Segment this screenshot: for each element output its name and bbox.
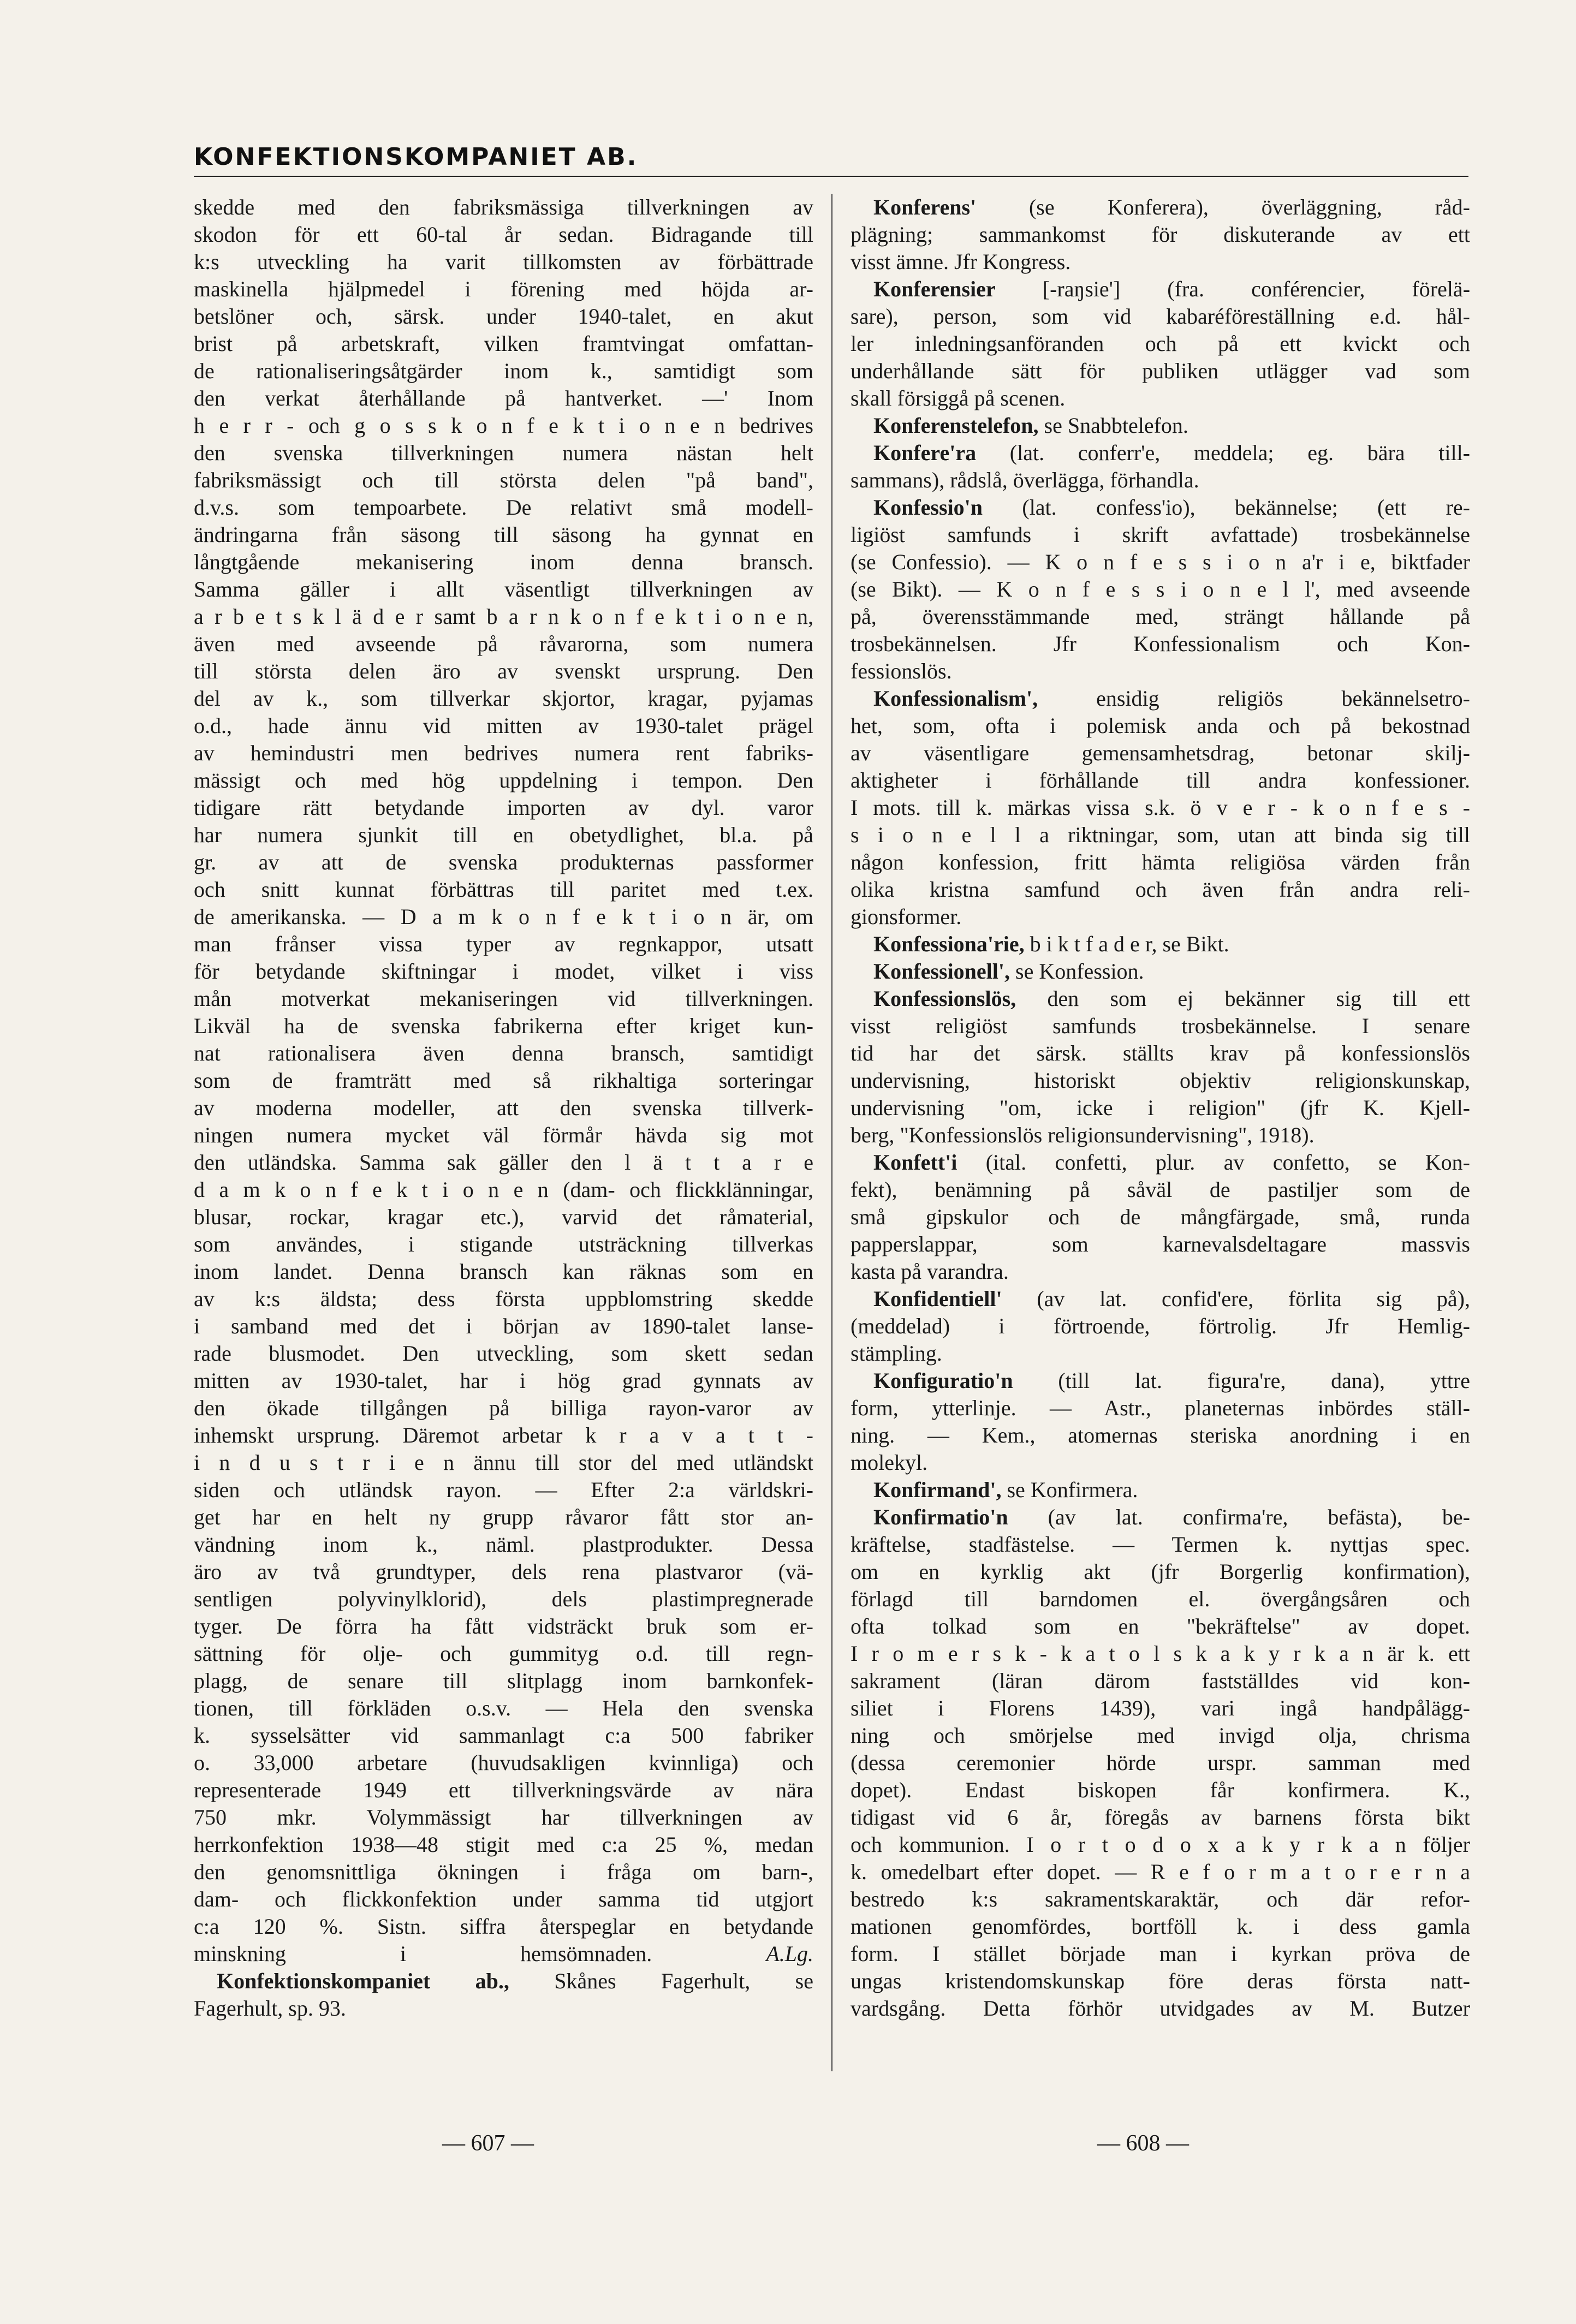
text-line: 750 mkr. Volymmässigt har tillverkningen av [194, 1805, 813, 1830]
text-line: kräftelse, stadfästelse. — Termen k. nyttjas spec. [851, 1532, 1470, 1557]
text-line: av k:s äldsta; dess första uppblomstring skedde [194, 1286, 813, 1311]
text-line: de amerikanska. — D a m k o n f e k t i o n är, om [194, 904, 813, 929]
entry-headword: Konfessio'n [873, 495, 983, 520]
text-line: till största delen äro av svenskt ursprung. Den [194, 659, 813, 683]
entry-line [851, 412, 1470, 439]
text-line [194, 1940, 813, 1968]
text-line: har numera sjunkit till en obetydlighet, bl.a. på [194, 823, 813, 847]
text-line: o.d., hade ännu vid mitten av 1930-talet prägel [194, 713, 813, 738]
text-line: (meddelad) i förtroende, förtrolig. Jfr Hemlig- [851, 1314, 1470, 1338]
text-line: (se Confessio). — K o n f e s s i o n a'r i e, biktfader [851, 550, 1470, 574]
text-line: Samma gäller i allt väsentligt tillverkningen av [194, 577, 813, 601]
author-signature: A.Lg. [766, 1941, 813, 1966]
text-line: d.v.s. som tempoarbete. De relativt små modell- [194, 495, 813, 520]
entry-line [851, 494, 1470, 521]
text-line: och snitt kunnat förbättras till paritet med t.ex. [194, 877, 813, 902]
right-column [851, 194, 1470, 2022]
text-line: aktigheter i förhållande till andra konfessioner. [851, 768, 1470, 792]
text-line: papperslappar, som karnevalsdeltagare massvis [851, 1232, 1470, 1256]
entry-text: (se Konferera), överläggning, råd- [1028, 195, 1470, 219]
entry-headword: Konferens' [873, 195, 977, 219]
text-line: de rationaliseringsåtgärder inom k., samtidigt som [194, 359, 813, 383]
text-line: undervisning, historiskt objektiv religionskunskap, [851, 1068, 1470, 1093]
entry-headword: Konfessionslös, [873, 986, 1016, 1011]
text-line: skodon för ett 60-tal år sedan. Bidragande till [194, 222, 813, 247]
text-line: del av k., som tillverkar skjortor, kragar, pyjamas [194, 686, 813, 711]
text-line: den genomsnittliga ökningen i fråga om barn-, [194, 1860, 813, 1884]
text-line: rade blusmodet. Den utveckling, som skett sedan [194, 1341, 813, 1366]
text-line: siliet i Florens 1439), vari ingå handpålägg- [851, 1696, 1470, 1720]
entry-line [194, 1968, 813, 1995]
text-line: man frånser vissa typer av regnkappor, utsatt [194, 932, 813, 956]
text-line: den svenska tillverkningen numera nästan helt [194, 440, 813, 465]
text-line: undervisning "om, icke i religion" (jfr K. Kjell- [851, 1095, 1470, 1120]
entry-text: se Snabbtelefon. [1044, 413, 1188, 438]
text-line: olika kristna samfund och även från andra reli- [851, 877, 1470, 902]
text-line: av väsentligare gemensamhetsdrag, betonar skilj- [851, 741, 1470, 765]
text-line: plagg, de senare till slitplagg inom barnkonfek- [194, 1668, 813, 1693]
text-line: sättning för olje- och gummityg o.d. till regn- [194, 1641, 813, 1666]
text-line: förlagd till barndomen el. övergångsåren och [851, 1587, 1470, 1611]
entry-headword: Konfett'i [873, 1150, 958, 1175]
text-line: någon konfession, fritt hämta religiösa värden från [851, 850, 1470, 874]
entry-text: (lat. conferr'e, meddela; eg. bära till- [1009, 440, 1470, 465]
text-line: herrkonfektion 1938—48 stigit med c:a 25 %, medan [194, 1832, 813, 1857]
page-number-right: — 608 — [1097, 2131, 1189, 2156]
text-line: fessionslös. [851, 659, 952, 683]
text-line: maskinella hjälpmedel i förening med höjda ar- [194, 277, 813, 301]
entry-text: se Konfirmera. [1007, 1477, 1138, 1502]
text-line: dopet). Endast biskopen får konfirmera. K., [851, 1778, 1470, 1802]
entry-line [851, 439, 1470, 467]
text-line: som användes, i stigande utsträckning tillverkas [194, 1232, 813, 1256]
text-line: I mots. till k. märkas vissa s.k. ö v e r - k o n f e s - [851, 795, 1470, 820]
text-line: vardsgång. Detta förhör utvidgades av M. Butzer [851, 1996, 1470, 2021]
text-line: sakrament (läran därom fastställdes vid kon- [851, 1668, 1470, 1693]
entry-headword: Konferenstelefon, [873, 413, 1039, 438]
header-rule [194, 176, 1468, 177]
entry-text: den som ej bekänner sig till ett [1047, 986, 1471, 1011]
entry-text: (av lat. confirma're, befästa), be- [1048, 1505, 1471, 1529]
entry-text: (ital. confetti, plur. av confetto, se Kon- [985, 1150, 1471, 1175]
text-line: Likväl ha de svenska fabrikerna efter kriget kun- [194, 1014, 813, 1038]
entry-text: (av lat. confid'ere, förlita sig på), [1037, 1286, 1471, 1311]
entry-headword: Konfessionalism', [873, 686, 1038, 711]
text-line: form. I stället började man i kyrkan pröva de [851, 1941, 1470, 1966]
text-line: form, ytterlinje. — Astr., planeternas inbördes ställ- [851, 1396, 1470, 1420]
text-line: k. sysselsätter vid sammanlagt c:a 500 fabriker [194, 1723, 813, 1748]
text-line: kasta på varandra. [851, 1259, 1009, 1284]
text-line: den utländska. Samma sak gäller den l ä t t a r e [194, 1150, 813, 1175]
text-line: ler inledningsanföranden och på ett kvickt och [851, 331, 1470, 356]
entry-headword: Konfessionell', [873, 959, 1010, 984]
text-line: gr. av att de svenska produkternas passformer [194, 850, 813, 874]
text-line: även med avseende på råvarorna, som numera [194, 631, 813, 656]
text-line: små gipskulor och de mångfärgade, små, runda [851, 1205, 1470, 1229]
entry-line [851, 985, 1470, 1012]
text-line: get har en helt ny grupp råvaror fått stor an- [194, 1505, 813, 1529]
text-line: sentligen polyvinylklorid), dels plastimpregnerade [194, 1587, 813, 1611]
entry-line [851, 1504, 1470, 1531]
text-run: minskning i hemsömnaden. [194, 1941, 652, 1966]
text-line: tid har det särsk. ställts krav på konfessionslös [851, 1041, 1470, 1065]
text-line: I r o m e r s k - k a t o l s k a k y r k a n är k. ett [851, 1641, 1470, 1666]
text-line: den ökade tillgången på billiga rayon-varor av [194, 1396, 813, 1420]
text-line: trosbekännelsen. Jfr Konfessionalism och Kon- [851, 631, 1470, 656]
entry-text: (lat. confess'io), bekännelse; (ett re- [1022, 495, 1471, 520]
entry-line [851, 1367, 1470, 1395]
page-number-left: — 607 — [442, 2131, 534, 2156]
entry-line [851, 194, 1470, 221]
text-line: skall försiggå på scenen. [851, 386, 1066, 410]
text-line: mitten av 1930-talet, har i hög grad gynnats av [194, 1368, 813, 1393]
text-line: tionen, till förkläden o.s.v. — Hela den svenska [194, 1696, 813, 1720]
text-line: och kommunion. I o r t o d o x a k y r k a n följer [851, 1832, 1470, 1857]
text-line: i samband med det i början av 1890-talet lanse- [194, 1314, 813, 1338]
entry-text: ensidig religiös bekännelsetro- [1096, 686, 1470, 711]
text-line: inom landet. Denna bransch kan räknas som en [194, 1259, 813, 1284]
page-header-title: KONFEKTIONSKOMPANIET AB. [194, 143, 638, 171]
entry-line [851, 276, 1470, 303]
text-line: d a m k o n f e k t i o n e n (dam- och flickklänningar, [194, 1177, 813, 1202]
text-line: a r b e t s k l ä d e r samt b a r n k o n f e k t i o n e n, [194, 604, 813, 629]
text-line: på, överensstämmande med, strängt hållande på [851, 604, 1470, 629]
column-divider [831, 194, 832, 2071]
text-line: k:s utveckling ha varit tillkomsten av förbättrade [194, 249, 813, 274]
text-line: mässigt och med hög uppdelning i tempon. Den [194, 768, 813, 792]
text-line: tidigare rätt betydande importen av dyl. varor [194, 795, 813, 820]
text-line: siden och utländsk rayon. — Efter 2:a världskri- [194, 1477, 813, 1502]
text-line: fekt), benämning på såväl de pastiljer som de [851, 1177, 1470, 1202]
text-line: tyger. De förra ha fått vidsträckt bruk som er- [194, 1614, 813, 1638]
text-line: plägning; sammankomst för diskuterande av ett [851, 222, 1470, 247]
text-line: äro av två grundtyper, dels rena plastvaror (vä- [194, 1559, 813, 1584]
text-line: vändning inom k., näml. plastprodukter. Dessa [194, 1532, 813, 1557]
text-line: i n d u s t r i e n ännu till stor del med utländskt [194, 1450, 813, 1475]
text-line: visst religiöst samfunds trosbekännelse. I senare [851, 1014, 1470, 1038]
entry-headword: Konfektionskompaniet ab., [217, 1969, 509, 1993]
text-line: inhemskt ursprung. Däremot arbetar k r a v a t t - [194, 1423, 813, 1447]
text-line: k. omedelbart efter dopet. — R e f o r m a t o r e r n a [851, 1860, 1470, 1884]
text-line: berg, "Konfessionslös religionsundervisning", 1918). [851, 1123, 1315, 1147]
text-line: visst ämne. Jfr Kongress. [851, 249, 1071, 274]
text-line: som de framträtt med så rikhaltiga sorteringar [194, 1068, 813, 1093]
text-line: het, som, ofta i polemisk anda och på bekostnad [851, 713, 1470, 738]
text-line: skedde med den fabriksmässiga tillverkningen av [194, 195, 813, 219]
text-line: bestredo k:s sakramentskaraktär, och där refor- [851, 1887, 1470, 1911]
text-line: för betydande skiftningar i modet, vilket i viss [194, 959, 813, 984]
text-line: molekyl. [851, 1450, 928, 1475]
text-line: stämpling. [851, 1341, 942, 1366]
entry-headword: Konfiguratio'n [873, 1368, 1013, 1393]
text-line: ning. — Kem., atomernas steriska anordning i en [851, 1423, 1470, 1447]
text-line: h e r r - och g o s s k o n f e k t i o n e n bedrives [194, 413, 813, 438]
text-line: sare), person, som vid kabaréföreställning e.d. hål- [851, 304, 1470, 329]
text-line: ändringarna från säsong till säsong ha gynnat en [194, 522, 813, 547]
text-line: blusar, rockar, kragar etc.), varvid det råmaterial, [194, 1205, 813, 1229]
text-line: långtgående mekanisering inom denna bransch. [194, 550, 813, 574]
text-line: mån motverkat mekaniseringen vid tillverkningen. [194, 986, 813, 1011]
text-line: sammans), rådslå, överlägga, förhandla. [851, 468, 1199, 492]
entry-text: (till lat. figura're, dana), yttre [1058, 1368, 1471, 1393]
entry-line [851, 931, 1470, 958]
text-line: s i o n e l l a riktningar, som, utan att binda sig till [851, 823, 1470, 847]
text-line: ofta tolkad som en "bekräftelse" av dopet. [851, 1614, 1470, 1638]
text-line: ungas kristendomskunskap före deras första natt- [851, 1969, 1470, 1993]
entry-text: Skånes Fagerhult, se [554, 1969, 813, 1993]
entry-headword: Konferensier [873, 277, 996, 301]
entry-line [851, 1476, 1470, 1504]
entry-headword: Konfirmatio'n [873, 1505, 1008, 1529]
text-line: underhållande sätt för publiken utlägger vad som [851, 359, 1470, 383]
text-line: om en kyrklig akt (jfr Borgerlig konfirmation), [851, 1559, 1470, 1584]
text-line: ning och smörjelse med invigd olja, chrisma [851, 1723, 1470, 1748]
entry-text: se Konfession. [1015, 959, 1144, 984]
text-line: brist på arbetskraft, vilken framtvingat omfattan- [194, 331, 813, 356]
text-line: ligiöst samfunds i skrift avfattade) trosbekännelse [851, 522, 1470, 547]
text-line: ningen numera mycket väl förmår hävda sig mot [194, 1123, 813, 1147]
text-line: nat rationalisera även denna bransch, samtidigt [194, 1041, 813, 1065]
entry-line [851, 958, 1470, 985]
text-line: o. 33,000 arbetare (huvudsakligen kvinnliga) och [194, 1750, 813, 1775]
text-line: av moderna modeller, att den svenska tillverk- [194, 1095, 813, 1120]
text-line: den verkat återhållande på hantverket. —' Inom [194, 386, 813, 410]
text-line: (se Bikt). — K o n f e s s i o n e l l', med avseende [851, 577, 1470, 601]
text-line: fabriksmässigt och till största delen "på band", [194, 468, 813, 492]
entry-headword: Konfere'ra [873, 440, 977, 465]
text-line: c:a 120 %. Sistn. siffra återspeglar en betydande [194, 1914, 813, 1939]
entry-line [851, 1285, 1470, 1313]
entry-text: [-raŋsie'] (fra. conférencier, förelä- [1042, 277, 1471, 301]
entry-line [851, 685, 1470, 712]
text-line: betslöner och, särsk. under 1940-talet, en akut [194, 304, 813, 329]
text-line: (dessa ceremonier hörde urspr. samman med [851, 1750, 1470, 1775]
text-line: tidigast vid 6 år, föregås av barnens första bikt [851, 1805, 1470, 1830]
entry-text: b i k t f a d e r, se Bikt. [1030, 932, 1229, 956]
text-line: dam- och flickkonfektion under samma tid utgjort [194, 1887, 813, 1911]
text-line: av hemindustri men bedrives numera rent fabriks- [194, 741, 813, 765]
entry-line [851, 1149, 1470, 1176]
text-line: gionsformer. [851, 904, 962, 929]
entry-line: Fagerhult, sp. 93. [194, 1996, 346, 2021]
entry-headword: Konfidentiell' [873, 1286, 1002, 1311]
text-line: mationen genomfördes, bortföll k. i dess gamla [851, 1914, 1470, 1939]
text-line: representerade 1949 ett tillverkningsvärde av nära [194, 1778, 813, 1802]
entry-headword: Konfessiona'rie, [873, 932, 1025, 956]
left-column [194, 194, 813, 2022]
entry-headword: Konfirmand', [873, 1477, 1002, 1502]
